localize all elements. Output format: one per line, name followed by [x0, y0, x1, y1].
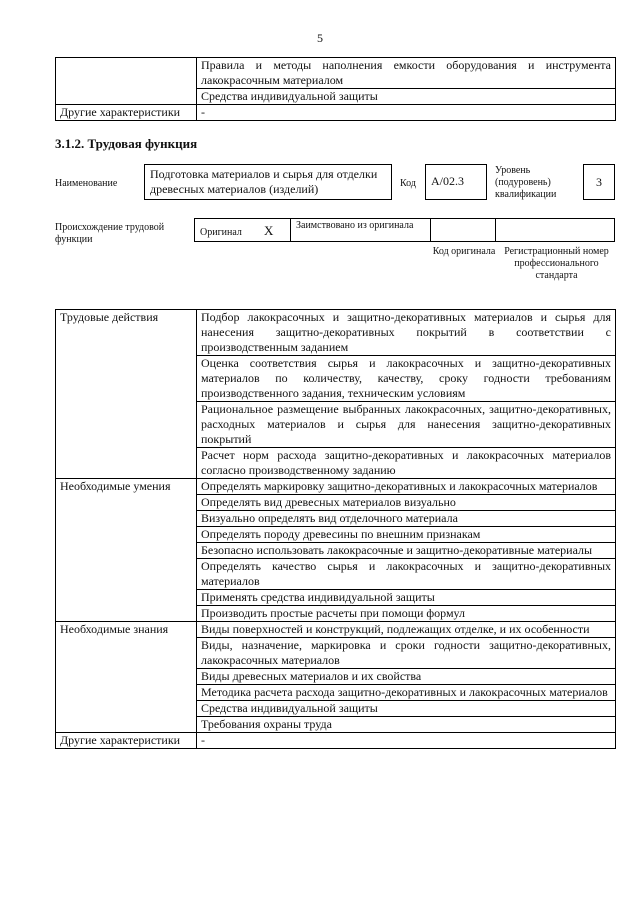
level-value-box: 3 [583, 164, 615, 200]
table-row [56, 479, 616, 495]
item-cell: Средства индивидуальной защиты [197, 701, 616, 717]
item-cell: Определять породу древесины по внешним признакам [197, 527, 616, 543]
name-label: Наименование [55, 178, 118, 189]
item-cell: Применять средства индивидуальной защиты [197, 590, 616, 606]
item-cell: Методика расчета расхода защитно-декоративных и лакокрасочных материалов [197, 685, 616, 701]
table-value-cell: Средства индивидуальной защиты [197, 89, 616, 105]
group-label-cell: Необходимые знания [56, 622, 197, 733]
table-row [56, 622, 616, 638]
item-cell: Требования охраны труда [197, 717, 616, 733]
table-row [56, 105, 616, 121]
table-label-cell [56, 58, 197, 105]
item-cell: Подбор лакокрасочных и защитно-декоративных материалов и сырья для нанесения защитно-декоративных покрытий в соответствии с производственным заданием [197, 310, 616, 356]
item-cell: Расчет норм расхода защитно-декоративных и лакокрасочных материалов согласно производственному заданию [197, 448, 616, 479]
item-cell: Определять вид древесных материалов визуально [197, 495, 616, 511]
code-original-caption: Код оригинала [432, 246, 496, 257]
group-label-cell: Трудовые действия [56, 310, 197, 479]
item-cell: Виды древесных материалов и их свойства [197, 669, 616, 685]
item-cell: Виды поверхностей и конструкций, подлежащих отделке, и их особенности [197, 622, 616, 638]
item-cell: Оценка соответствия сырья и лакокрасочных и защитно-декоративных материалов по количеству, качеству, сроку годности требованиям производственного задания, техническим условиям [197, 356, 616, 402]
top-continuation-table [55, 57, 616, 121]
code-original-box [430, 218, 496, 242]
reg-number-caption: Регистрационный номер профессионального стандарта [504, 246, 609, 281]
table-row [56, 733, 616, 749]
function-details-table [55, 309, 616, 749]
original-mark: Х [264, 223, 274, 238]
table-value-cell: Правила и методы наполнения емкости оборудования и инструмента лакокрасочным материалом [197, 58, 616, 89]
table-row [56, 310, 616, 356]
group-label-cell: Необходимые умения [56, 479, 197, 622]
item-cell: Определять качество сырья и лакокрасочных и защитно-декоративных материалов [197, 559, 616, 590]
function-name-box: Подготовка материалов и сырья для отделки древесных материалов (изделий) [144, 164, 392, 200]
reg-number-box [495, 218, 615, 242]
table-value-cell: - [197, 105, 616, 121]
code-label: Код [400, 178, 416, 189]
section-title: 3.1.2. Трудовая функция [55, 136, 198, 151]
function-code-box: А/02.3 [425, 164, 487, 200]
page-number: 5 [317, 31, 323, 45]
level-label: Уровень (подуровень) квалификации [495, 165, 557, 200]
item-cell: Безопасно использовать лакокрасочные и защитно-декоративные материалы [197, 543, 616, 559]
item-cell: Производить простые расчеты при помощи формул [197, 606, 616, 622]
origin-row [194, 218, 615, 242]
item-cell: - [197, 733, 616, 749]
group-label-cell: Другие характеристики [56, 733, 197, 749]
original-label: Оригинал [200, 227, 242, 238]
item-cell: Определять маркировку защитно-декоративных и лакокрасочных материалов [197, 479, 616, 495]
item-cell: Визуально определять вид отделочного материала [197, 511, 616, 527]
table-row [56, 58, 616, 89]
borrowed-label: Заимствовано из оригинала [296, 220, 414, 231]
origin-label: Происхождение трудовой функции [55, 222, 165, 245]
table-label-cell: Другие характеристики [56, 105, 197, 121]
item-cell: Рациональное размещение выбранных лакокрасочных, защитно-декоративных, расходных материалов и сырья для нанесения защитно-декоративных покрытий [197, 402, 616, 448]
item-cell: Виды, назначение, маркировка и сроки годности защитно-декоративных, лакокрасочных материалов [197, 638, 616, 669]
